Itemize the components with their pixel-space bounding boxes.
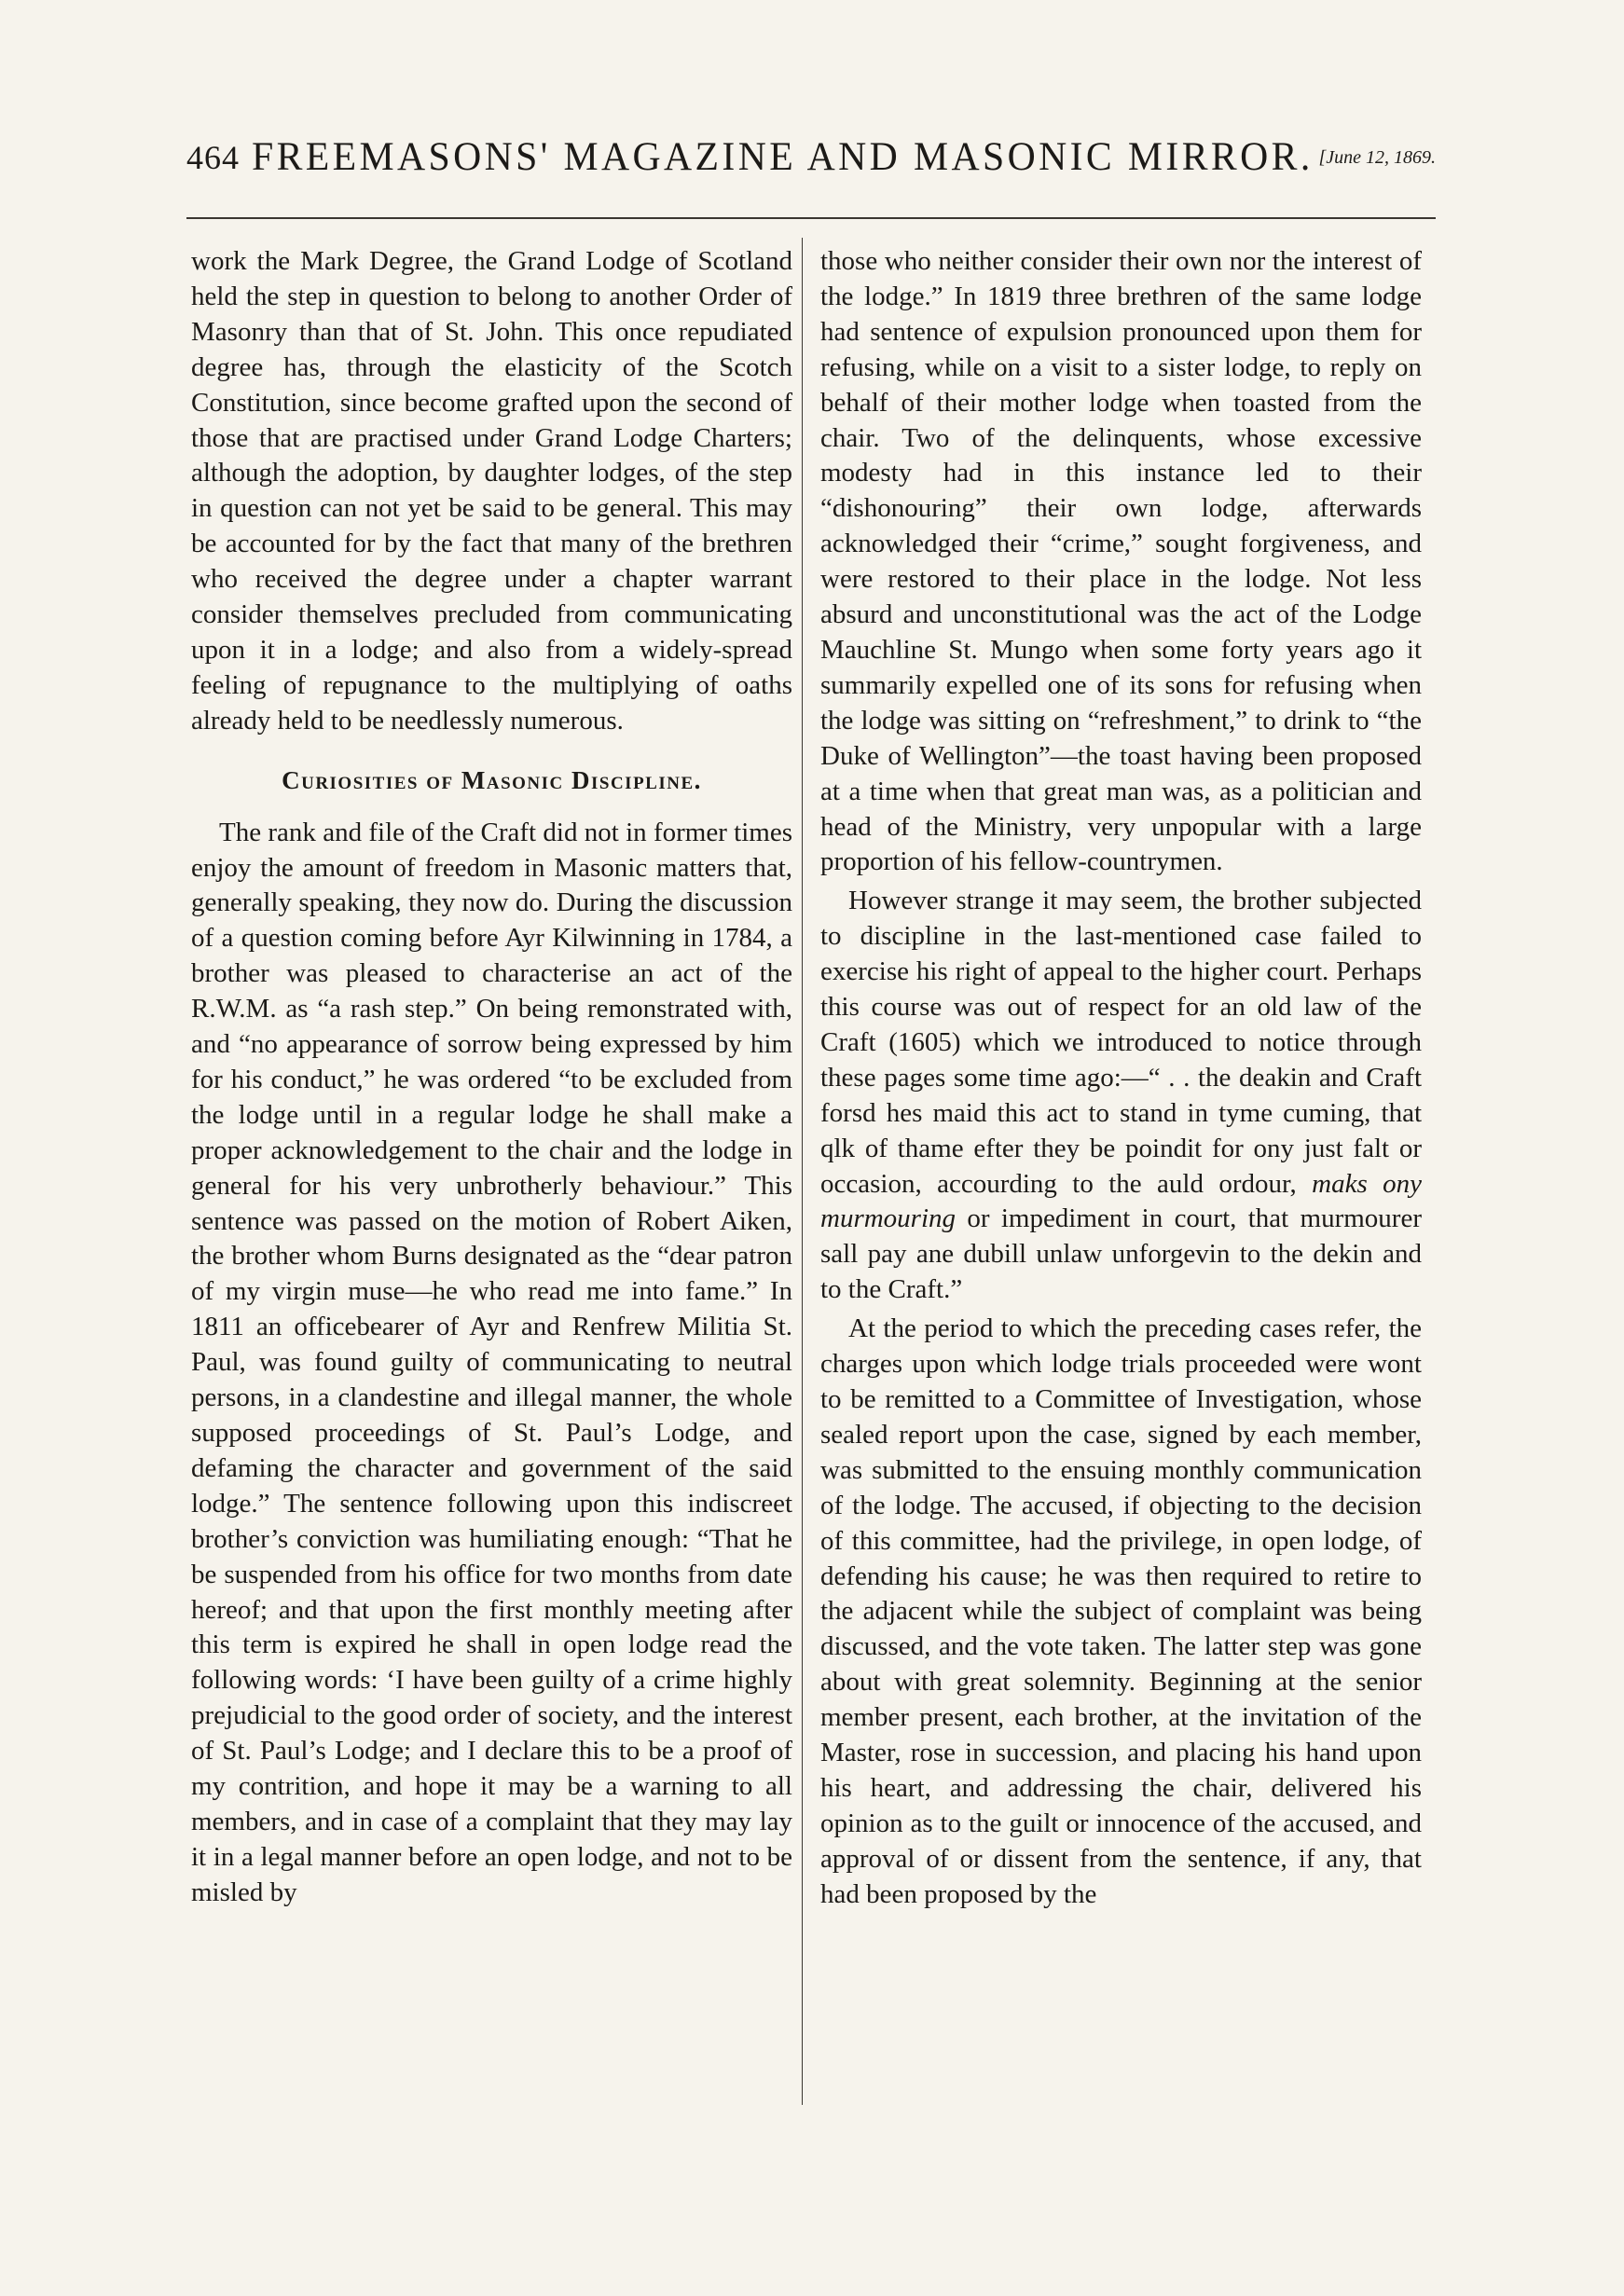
italic-phrase: maks ony murmouring bbox=[820, 1168, 1423, 1234]
paragraph: those who neither consider their own nor the interest of the lodge.” In 1819 three brethren of the same lodge had sentence of expulsion pronounced upon them for refusing, while on a visit to a sister lodge, to reply on behalf of their mother lodge when toasted from the chair. Two of the delinquents, whose excessive modesty had in this instance led to their “dishonouring” their own lodge, afterwards acknowledged their “crime,” sought forgiveness, and were restored to their place in the lodge. Not less absurd and unconstitutional was the act of the Lodge Mauchline St. Mungo when some forty years ago it summarily expelled one of its sons for refusing when the lodge was sitting on “refreshment,” to drink to “the Duke of Wellington”—the toast having been proposed at a time when that great man was, as a politician and head of the Ministry, very unpopular with a large proportion of his fellow-countrymen. bbox=[820, 246, 1422, 877]
issue-date: [June 12, 1869. bbox=[1318, 147, 1436, 168]
paragraph: work the Mark Degree, the Grand Lodge of Scotland held the step in question to belong to another Order of Masonry than that of St. John. This once repudiated degree has, through the elasticity of the Scotch Constitution, since become grafted upon the second of those that are practised under Grand Lodge Charters; although the adoption, by daughter lodges, of the step in question can not yet be said to be general. This may be accounted for by the fact that many of the brethren who received the degree under a chapter warrant consider themselves precluded from communicating upon it in a lodge; and also from a widely-spread feeling of repugnance to the multiplying of oaths already held to be needlessly numerous. bbox=[191, 246, 792, 736]
magazine-title: FREEMASONS' MAGAZINE AND MASONIC MIRROR. bbox=[252, 135, 1314, 179]
page-number: 464 bbox=[186, 139, 240, 176]
paragraph bbox=[820, 884, 1422, 1308]
page-header bbox=[186, 131, 1436, 186]
column-divider bbox=[802, 238, 803, 2105]
paragraph-text: However strange it may seem, the brother subjected to discipline in the last-mentioned case failed to exercise his right of appeal to the higher court. Perhaps this course was out of respect for an old law of the Craft (1605) which we introduced to notice through these pages some time ago:—“ . . the deakin and Craft forsd hes maid this act to stand in tyme cuming, that qlk of thame efter they be poindit for ony just falt or occasion, accourding to the auld ordour, bbox=[820, 886, 1422, 1199]
paragraph-text: or impediment in court, that murmourer sall pay ane dubill unlaw unforgevin to the dekin and to the Craft.” bbox=[820, 1203, 1422, 1305]
section-heading: Curiosities of Masonic Discipline. bbox=[282, 765, 702, 794]
left-column bbox=[191, 244, 792, 1911]
paragraph: At the period to which the preceding cases refer, the charges upon which lodge trials proceeded were wont to be remitted to a Committee of Investigation, whose sealed report upon the case, signed by each member, was submitted to the ensuing monthly communication of the lodge. The accused, if objecting to the decision of this committee, had the privilege, in open lodge, of defending his cause; he was then required to retire to the adjacent while the subject of complaint was being discussed, and the vote taken. The latter step was gone about with great solemnity. Beginning at the senior member present, each brother, at the invitation of the Master, rose in succession, and placing his hand upon his heart, and addressing the chair, delivered his opinion as to the guilt or innocence of the accused, and approval of or dissent from the sentence, if any, that had been proposed by the bbox=[820, 1313, 1422, 1909]
right-column bbox=[820, 244, 1422, 1913]
paragraph: The rank and file of the Craft did not in former times enjoy the amount of freedom in Masonic matters that, generally speaking, they now do. During the discussion of a question coming before Ayr Kilwinning in 1784, a brother was pleased to characterise an act of the R.W.M. as “a rash step.” On being remonstrated with, and “no appearance of sorrow being expressed by him for his conduct,” he was ordered “to be excluded from the lodge until in a regular lodge he shall make a proper acknowledgement to the chair and the lodge in general for his very unbrotherly behaviour.” This sentence was passed on the motion of Robert Aiken, the brother whom Burns designated as the “dear patron of my virgin muse—he who read me into fame.” In 1811 an officebearer of Ayr and Renfrew Militia St. Paul, was found guilty of communicating to neutral persons, in a clandestine and illegal manner, the whole supposed proceedings of St. Paul’s Lodge, and defaming the character and government of the said lodge.” The sentence following upon this indiscreet brother’s conviction was humiliating enough: “That he be suspended from his office for two months from date hereof; and that upon the first monthly meeting after this term is expired he shall in open lodge read the following words: ‘I have been guilty of a crime highly prejudicial to the good order of society, and the interest of St. Paul’s Lodge; and I declare this to be a proof of my contrition, and hope it may be a warning to all members, and in case of a complaint that they may lay it in a legal manner before an open lodge, and not to be misled by bbox=[191, 817, 792, 1907]
header-rule bbox=[186, 217, 1436, 219]
